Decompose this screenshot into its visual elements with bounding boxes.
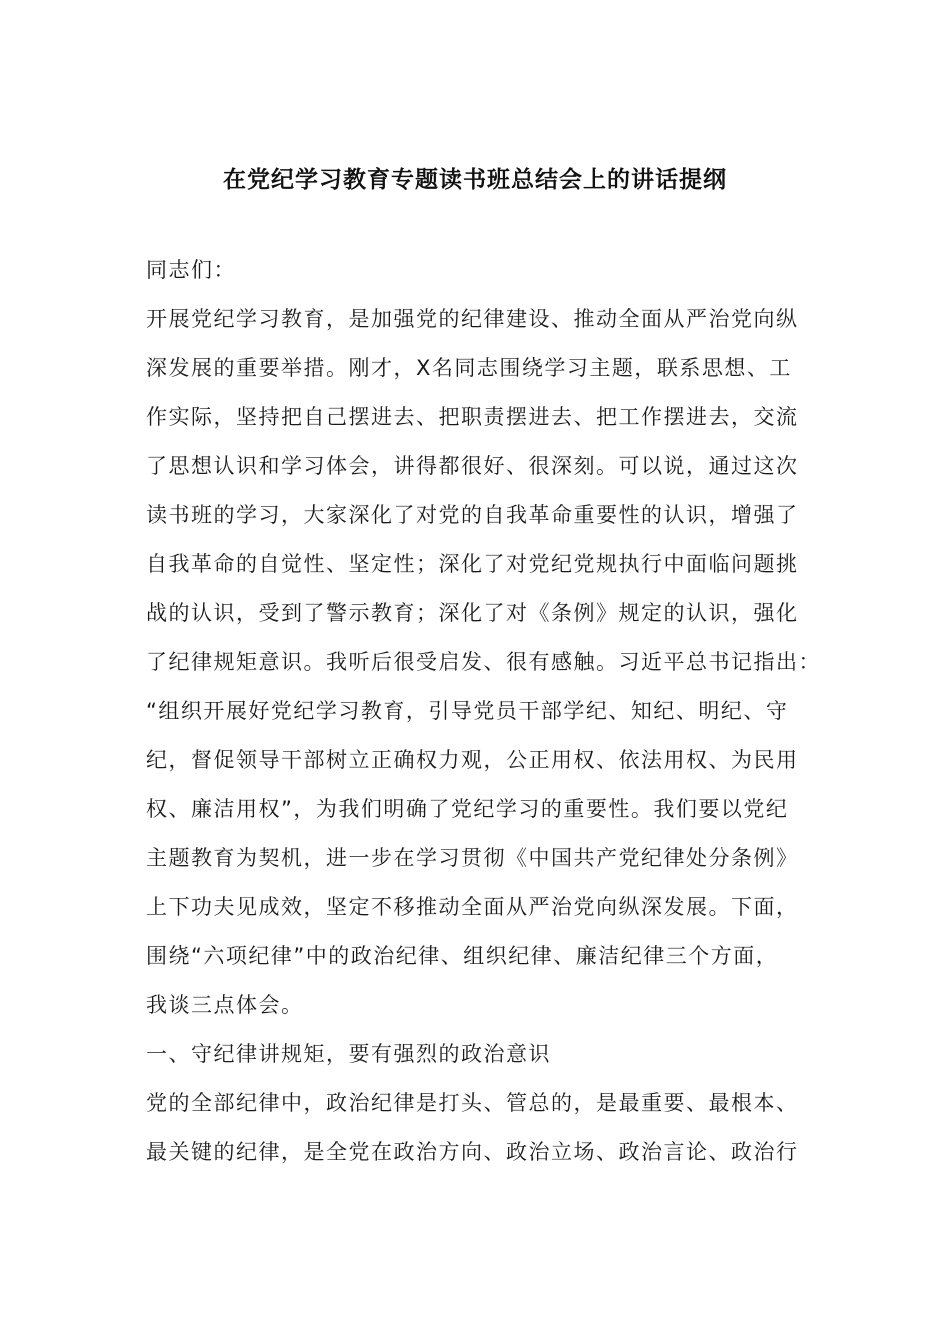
paragraph-line: 上下功夫见成效，坚定不移推动全面从严治党向纵深发展。下面，: [146, 895, 799, 919]
paragraph-line: 围绕“六项纪律”中的政治纪律、组织纪律、廉洁纪律三个方面，: [146, 944, 779, 968]
paragraph-line: 党的全部纪律中，政治纪律是打头、管总的，是最重要、最根本、: [146, 1091, 799, 1115]
paragraph-line: 了纪律规矩意识。我听后很受启发、很有感触。习近平总书记指出：: [146, 650, 821, 674]
paragraph-line: 读书班的学习，大家深化了对党的自我革命重要性的认识，增强了: [146, 503, 799, 527]
paragraph-line: “组织开展好党纪学习教育，引导党员干部学纪、知纪、明纪、守: [146, 699, 789, 723]
paragraph-line: 战的认识，受到了警示教育；深化了对《条例》规定的认识，强化: [146, 601, 799, 625]
document-body: [146, 246, 821, 1177]
salutation-line: 同志们：: [146, 258, 236, 282]
paragraph-line: 我谈三点体会。: [146, 993, 304, 1017]
paragraph-line: 开展党纪学习教育，是加强党的纪律建设、推动全面从严治党向纵: [146, 307, 799, 331]
paragraph-line: 自我革命的自觉性、坚定性；深化了对党纪党规执行中面临问题挑: [146, 552, 799, 576]
paragraph-line: 主题教育为契机，进一步在学习贯彻《中国共产党纪律处分条例》: [146, 846, 799, 870]
section-heading: 一、守纪律讲规矩，要有强烈的政治意识: [146, 1042, 551, 1066]
paragraph-line: 深发展的重要举措。刚才，X名同志围绕学习主题，联系思想、工: [146, 356, 792, 380]
paragraph-line: 了思想认识和学习体会，讲得都很好、很深刻。可以说，通过这次: [146, 454, 799, 478]
paragraph-line: 纪，督促领导干部树立正确权力观，公正用权、依法用权、为民用: [146, 748, 799, 772]
paragraph-line: 作实际，坚持把自己摆进去、把职责摆进去、把工作摆进去，交流: [146, 405, 799, 429]
paragraph-line: 最关键的纪律，是全党在政治方向、政治立场、政治言论、政治行: [146, 1140, 799, 1164]
paragraph-line: 权、廉洁用权”，为我们明确了党纪学习的重要性。我们要以党纪: [146, 797, 789, 821]
document-title: 在党纪学习教育专题读书班总结会上的讲话提纲: [223, 167, 727, 193]
